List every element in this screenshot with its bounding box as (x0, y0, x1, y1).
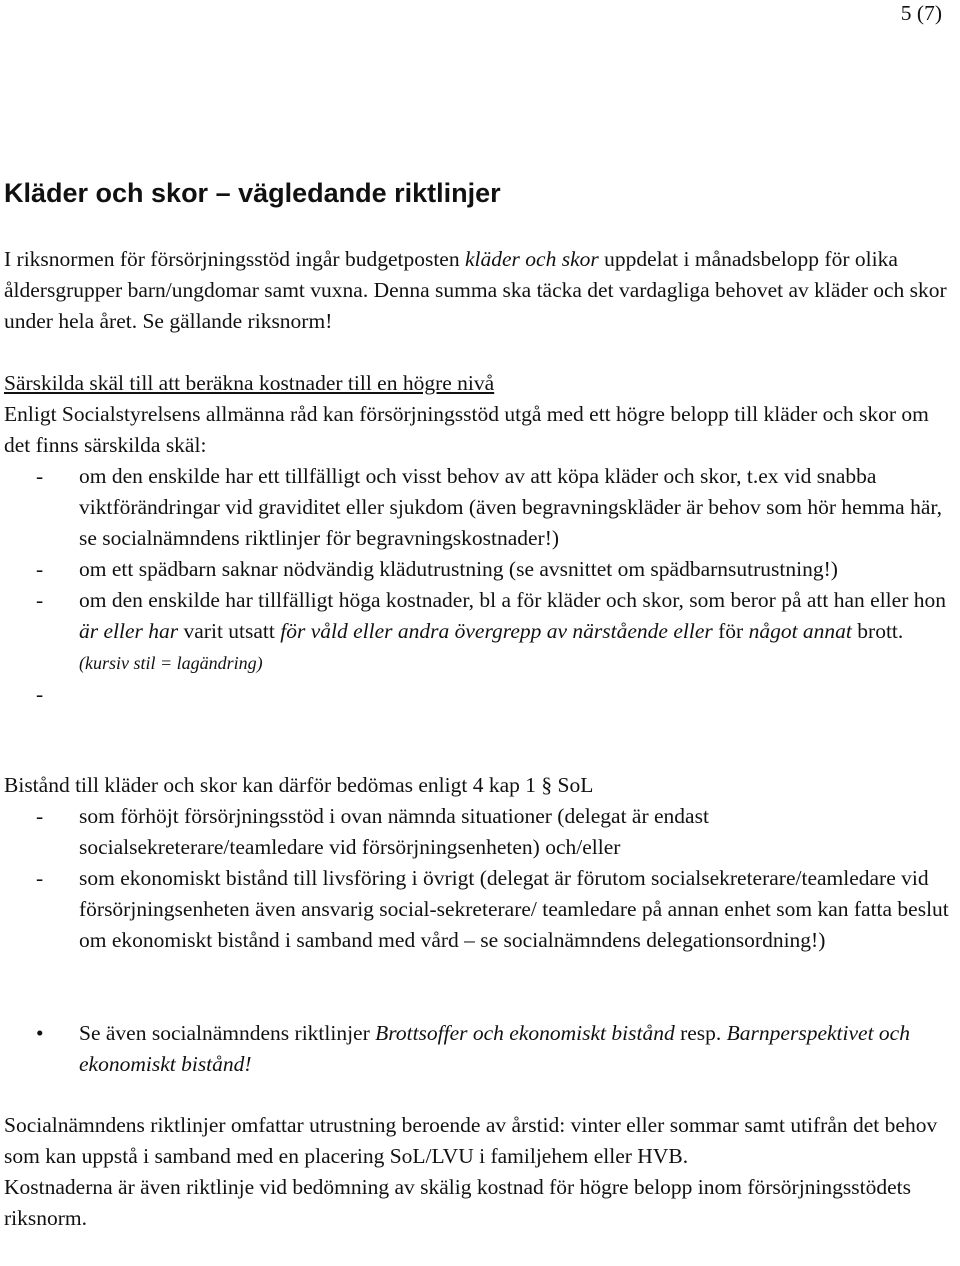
dash-marker: - (36, 588, 44, 612)
intro-text-2: uppdelat i månadsbelopp för olika åldersgrupper barn/ungdomar samt vuxna. Denna summa ska täcka det vardagliga behovet av kläder och skor under hela året. Se gällande riksnorm! (4, 247, 947, 333)
intro-paragraph (4, 244, 956, 337)
dash-marker: - (36, 557, 44, 581)
dash-marker: - (36, 464, 44, 488)
intro-text-1: I riksnormen för försörjningsstöd ingår budgetposten (4, 247, 465, 271)
list-item-text: Se även socialnämndens riktlinjer Brottsoffer och ekonomiskt bistånd resp. Barnperspektivet och ekonomiskt bistånd! (79, 1021, 910, 1076)
bullet-item (4, 1018, 956, 1080)
list-item-text: om den enskilde har ett tillfälligt och visst behov av att köpa kläder och skor, t.ex vid snabba viktförändringar vid graviditet eller sjukdom (även begravningskläder är behov som hör hemma här, se socialnämndens riktlinjer för begravningskostnader!) (79, 464, 943, 550)
guideline-title-1: Brottsoffer och ekonomiskt bistånd (375, 1021, 675, 1045)
list-item-text: som ekonomiskt bistånd till livsföring i övrigt (delegat är förutom socialsekreterare/teamledare vid försörjningsenheten även ansvarig social-sekreterare/ teamledare på annan enhet som kan fatta beslut om ekonomiskt bistånd i samband med vård – se socialnämndens delegationsordning!) (79, 866, 949, 952)
closing-paragraph-1: Socialnämndens riktlinjer omfattar utrustning beroende av årstid: vinter eller sommar samt utifrån det behov som kan uppstå i samband med en placering SoL/LVU i familjehem eller HVB. (4, 1113, 938, 1168)
dash-marker: - (36, 866, 44, 890)
list-item-empty (4, 679, 956, 710)
see-also-section (4, 1018, 956, 1080)
list-item-text: som förhöjt försörjningsstöd i ovan nämnda situationer (delegat är endast socialsekreterare/teamledare vid försörjningsenheten) och/eller (79, 804, 709, 859)
dash-marker: - (36, 804, 44, 828)
page-number: 5 (7) (900, 1, 942, 25)
guideline-title-2: Barnperspektivet och ekonomiskt bistånd! (79, 1021, 910, 1076)
special-reasons-list (4, 461, 956, 710)
special-intro-text: Enligt Socialstyrelsens allmänna råd kan försörjningsstöd utgå med ett högre belopp till kläder och skor om det finns särskilda skäl: (4, 402, 929, 457)
assistance-list (4, 801, 956, 956)
list-item (4, 554, 956, 585)
list-item-text: om ett spädbarn saknar nödvändig klädutrustning (se avsnittet om spädbarnsutrustning!) (79, 557, 838, 581)
assistance-intro: Bistånd till kläder och skor kan därför bedömas enligt 4 kap 1 § SoL (4, 773, 594, 797)
closing-section (4, 1110, 956, 1234)
list-item-text: om den enskilde har tillfälligt höga kostnader, bl a för kläder och skor, som beror på att han eller hon är eller har varit utsatt för våld eller andra övergrepp av närstående eller för något annat brott. (kursiv stil = lagändring) (79, 588, 946, 673)
list-item (4, 863, 956, 956)
special-reasons-section (4, 368, 956, 710)
amendment-note: (kursiv stil = lagändring) (79, 653, 263, 673)
list-item (4, 801, 956, 863)
list-item (4, 461, 956, 554)
special-subheading: Särskilda skäl till att beräkna kostnader till en högre nivå (4, 371, 495, 395)
section-heading: Kläder och skor – vägledande riktlinjer (4, 178, 501, 208)
assistance-section (4, 770, 956, 956)
dash-marker: - (36, 682, 44, 706)
intro-italic-term: kläder och skor (464, 247, 599, 271)
bullet-marker: • (36, 1021, 44, 1045)
list-item (4, 585, 956, 679)
closing-paragraph-2: Kostnaderna är även riktlinje vid bedömning av skälig kostnad för högre belopp inom försörjningsstödets riksnorm. (4, 1175, 911, 1230)
